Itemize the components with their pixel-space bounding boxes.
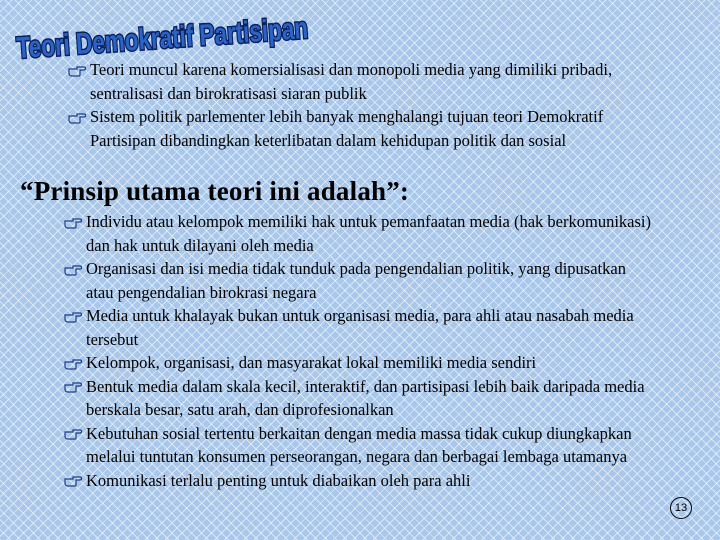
pointing-hand-icon [64, 375, 84, 398]
principle-item [86, 257, 656, 304]
intro-bullet-list [90, 58, 650, 152]
pointing-hand-icon [64, 210, 84, 233]
principle-item [86, 469, 656, 493]
slide-title-wordart [12, 5, 407, 66]
intro-bullet-item [90, 58, 650, 105]
principles-heading: “Prinsip utama teori ini adalah”: [20, 176, 410, 206]
principle-text: Organisasi dan isi media tidak tunduk pada pengendalian politik, yang dipusatkan atau pengendalian birokrasi negara [86, 259, 626, 302]
principle-text: Kelompok, organisasi, dan masyarakat lokal memiliki media sendiri [86, 353, 537, 372]
pointing-hand-icon [64, 469, 84, 492]
principle-text: Bentuk media dalam skala kecil, interaktif, dan partisipasi lebih baik daripada media berskala besar, satu arah, dan diprofesionalkan [86, 376, 645, 419]
pointing-hand-icon [68, 105, 88, 128]
principle-item [86, 210, 656, 257]
principle-text: Kebutuhan sosial tertentu berkaitan dengan media massa tidak cukup diungkapkan melalui tuntutan konsumen perseorangan, negara dan berbagai lembaga utamanya [86, 423, 632, 466]
principles-bullet-list [86, 210, 656, 492]
principle-item [86, 422, 656, 469]
pointing-hand-icon [68, 58, 88, 81]
pointing-hand-icon [64, 351, 84, 374]
slide-number: 13 [670, 497, 692, 519]
pointing-hand-icon [64, 304, 84, 327]
intro-bullet-text: Teori muncul karena komersialisasi dan monopoli media yang dimiliki pribadi, sentralisasi dan birokratisasi siaran publik [90, 60, 613, 103]
intro-bullet-text: Sistem politik parlementer lebih banyak menghalangi tujuan teori Demokratif Partisipan dibandingkan keterlibatan dalam kehidupan politik dan sosial [90, 107, 604, 150]
principle-item [86, 304, 656, 351]
pointing-hand-icon [64, 257, 84, 280]
principle-text: Media untuk khalayak bukan untuk organisasi media, para ahli atau nasabah media tersebut [86, 306, 634, 349]
slide-title-text: Teori Demokratif Partisipan [15, 5, 407, 66]
slide-title [12, 5, 407, 66]
principle-item [86, 351, 656, 375]
principle-item [86, 375, 656, 422]
pointing-hand-icon [64, 422, 84, 445]
intro-bullet-item [90, 105, 650, 152]
principle-text: Komunikasi terlalu penting untuk diabaikan oleh para ahli [86, 470, 471, 490]
principle-text: Individu atau kelompok memiliki hak untuk pemanfaatan media (hak berkomunikasi) dan hak untuk dilayani oleh media [86, 212, 651, 255]
